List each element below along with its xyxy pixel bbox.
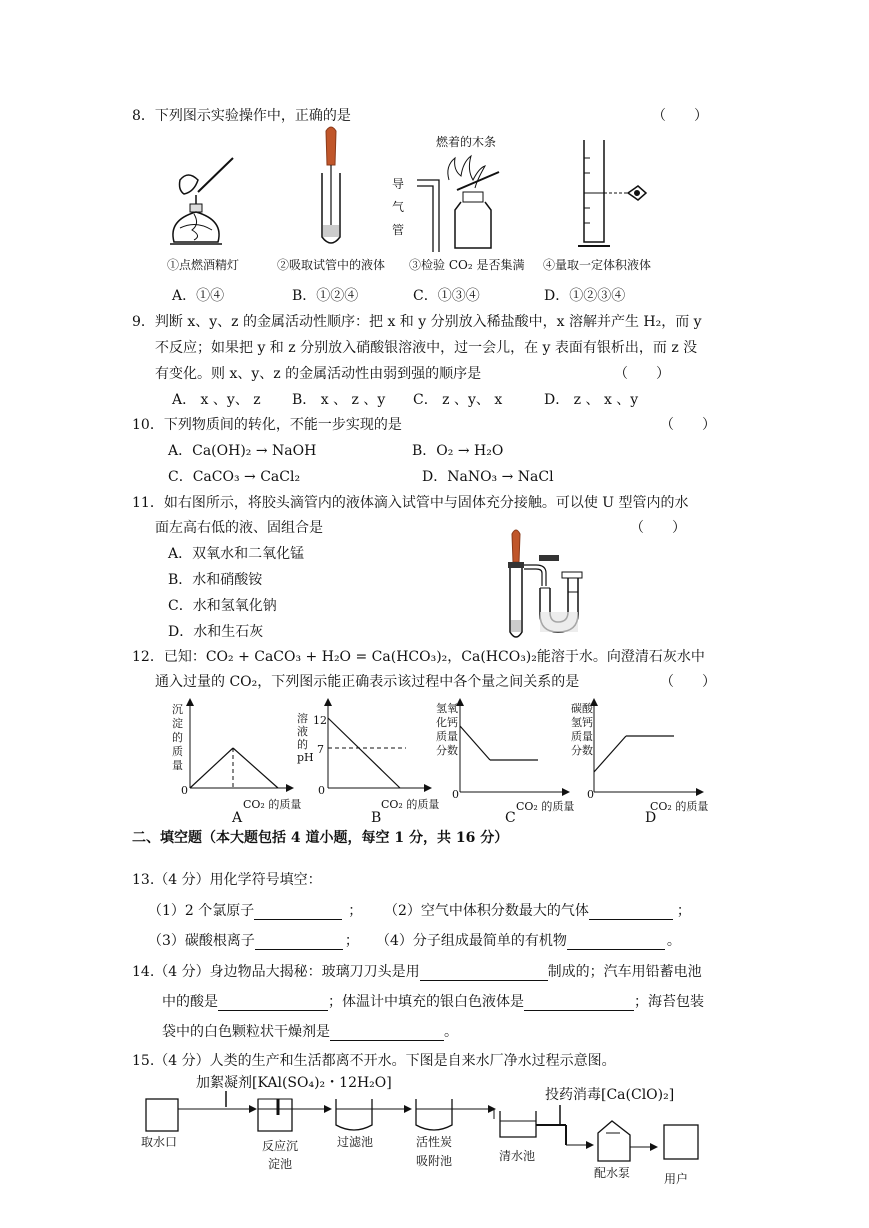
q10-stem: 10．下列物质间的转化，不能一步实现的是 [132, 417, 402, 433]
q8-option-b: B．①②④ [292, 288, 359, 304]
q14-blank-1[interactable] [420, 966, 548, 981]
graph-a-letter: A [232, 810, 243, 826]
q9-option-b: B． x 、 z 、y [292, 392, 386, 408]
q8-stem: 8．下列图示实验操作中，正确的是 [132, 108, 351, 124]
flow-step-carbon-1: 活性炭 [416, 1135, 453, 1149]
q11-option-a: A．双氧水和二氧化锰 [168, 546, 305, 562]
q11-line-2: 面左高右低的液、固组合是 [155, 520, 323, 536]
alcohol-lamp-figure [160, 150, 240, 250]
graph-d-letter: D [645, 810, 657, 826]
graph-d-plot [590, 696, 706, 796]
graph-c-letter: C [505, 810, 516, 826]
q12-line-1: 12．已知：CO₂ + CaCO₃ + H₂O = Ca(HCO₃)₂，Ca(HCO₃)₂能溶于水。向澄清石灰水中 [132, 649, 705, 665]
q14-line-1: 14.（4 分）身边物品大揭秘：玻璃刀刀头是用 制成的；汽车用铅蓄电池 [132, 964, 702, 980]
q10-option-a: A．Ca(OH)₂ → NaOH [168, 443, 317, 459]
graph-b-plot [324, 696, 434, 792]
graph-a-ylabel: 沉 淀 的 质 量 [172, 703, 183, 772]
q13-blank-4[interactable] [567, 935, 665, 950]
graph-c-plot [456, 696, 572, 796]
q13-item-3: （3）碳酸根离子 ； [148, 933, 359, 949]
q15-stem: 15.（4 分）人类的生产和生活都离不开水。下图是自来水厂净水过程示意图。 [132, 1053, 616, 1069]
graph-b-tick-12: 12 [313, 714, 327, 727]
graph-b-tick-7: 7 [317, 743, 324, 756]
flow-step-carbon-2: 吸附池 [416, 1154, 453, 1168]
q14-blank-2[interactable] [218, 996, 328, 1011]
graph-a-xlabel: CO₂ 的质量 [243, 798, 302, 811]
q9-answer-paren: （ ） [614, 366, 670, 382]
flow-step-clear-water: 清水池 [499, 1149, 536, 1163]
q13-item-1: （1）2 个氯原子 ； [148, 903, 363, 919]
q15-disinfect-label: 投药消毒[Ca(ClO)₂] [545, 1087, 675, 1103]
q13-item-4: （4）分子组成最简单的有机物 。 [376, 933, 681, 949]
graduated-cylinder-figure [570, 138, 660, 250]
flow-step-intake: 取水口 [141, 1135, 178, 1149]
flow-step-pump: 配水泵 [594, 1166, 631, 1180]
q11-answer-paren: （ ） [630, 520, 686, 536]
q13-item-2: （2）空气中体积分数最大的气体 ； [384, 903, 691, 919]
q9-line-3: 有变化。则 x、y、z 的金属活动性由弱到强的顺序是 [155, 366, 482, 382]
q8-caption-1: ①点燃酒精灯 [167, 258, 240, 272]
u-tube-apparatus-figure [496, 528, 608, 646]
graph-c-ylabel: 氢氧 化钙 质量 分数 [436, 702, 458, 757]
flow-step-filter: 过滤池 [337, 1135, 374, 1149]
graph-a-origin: 0 [181, 784, 188, 797]
q10-option-d: D．NaNO₃ → NaCl [422, 469, 554, 485]
q10-answer-paren: （ ） [660, 417, 716, 433]
q13-stem: 13.（4 分）用化学符号填空： [132, 872, 322, 888]
q11-option-c: C．水和氢氧化钠 [168, 598, 277, 614]
q11-option-b: B．水和硝酸铵 [168, 572, 263, 588]
q9-option-a: A． x 、y、 z [172, 392, 261, 408]
q8-option-a: A．①④ [172, 288, 225, 304]
q9-line-2: 不反应；如果把 y 和 z 分别放入硝酸银溶液中，过一会儿，在 y 表面有银析出，而 z 没 [155, 340, 698, 356]
graph-d-ylabel: 碳酸 氢钙 质量 分数 [571, 702, 593, 757]
graph-c-origin: 0 [452, 788, 459, 801]
q13-blank-1[interactable] [254, 905, 342, 920]
q13-blank-3[interactable] [255, 935, 343, 950]
q12-line-2: 通入过量的 CO₂，下列图示能正确表示该过程中各个量之间关系的是 [155, 674, 580, 690]
q14-line-2: 中的酸是 ；体温计中填充的银白色液体是 ；海苔包装 [162, 994, 704, 1010]
q14-blank-4[interactable] [330, 1026, 444, 1041]
graph-b-xlabel: CO₂ 的质量 [381, 798, 440, 811]
dropper-testtube-figure [316, 125, 346, 250]
graph-d-xlabel: CO₂ 的质量 [650, 800, 709, 813]
graph-b-letter: B [371, 810, 382, 826]
label-tube-char3: 管 [392, 223, 405, 237]
label-tube-char2: 气 [392, 200, 405, 214]
flow-step-reaction-1: 反应沉 [262, 1139, 299, 1153]
q13-blank-2[interactable] [589, 905, 673, 920]
graph-c-xlabel: CO₂ 的质量 [516, 800, 575, 813]
q11-option-d: D．水和生石灰 [168, 624, 264, 640]
label-burning-stick: 燃着的木条 [436, 135, 497, 149]
q14-blank-3[interactable] [524, 996, 634, 1011]
q8-answer-paren: （ ） [652, 108, 708, 124]
q8-caption-3: ③检验 CO₂ 是否集满 [409, 258, 525, 272]
q8-option-d: D．①②③④ [544, 288, 626, 304]
graph-d-origin: 0 [587, 788, 594, 801]
co2-check-figure [405, 140, 515, 250]
graph-a-plot [186, 696, 296, 792]
q8-caption-4: ④量取一定体积液体 [543, 258, 652, 272]
label-tube-char1: 导 [392, 177, 405, 191]
q8-caption-2: ②吸取试管中的液体 [277, 258, 386, 272]
q15-coagulant-label: 加絮凝剂[KAl(SO₄)₂・12H₂O] [196, 1075, 392, 1091]
flow-step-reaction-2: 淀池 [268, 1157, 293, 1171]
q9-line-1: 9．判断 x、y、z 的金属活动性顺序：把 x 和 y 分别放入稀盐酸中，x 溶解并产生 H₂，而 y [132, 314, 702, 330]
q8-option-c: C．①③④ [413, 288, 480, 304]
q10-option-b: B．O₂ → H₂O [412, 443, 504, 459]
graph-b-origin: 0 [318, 784, 325, 797]
q9-option-c: C． z 、y、 x [413, 392, 503, 408]
flow-step-user: 用户 [664, 1172, 689, 1186]
q9-option-d: D． z 、 x 、y [544, 392, 639, 408]
q14-line-3: 袋中的白色颗粒状干燥剂是 。 [162, 1024, 458, 1040]
graph-b-ylabel: 溶 液 的 pH [297, 712, 314, 764]
q12-answer-paren: （ ） [660, 674, 716, 690]
q10-option-c: C．CaCO₃ → CaCl₂ [168, 469, 301, 485]
section-2-title: 二、填空题（本大题包括 4 道小题，每空 1 分，共 16 分） [132, 830, 509, 846]
q11-line-1: 11．如右图所示，将胶头滴管内的液体滴入试管中与固体充分接触。可以使 U 型管内的水 [132, 495, 689, 511]
